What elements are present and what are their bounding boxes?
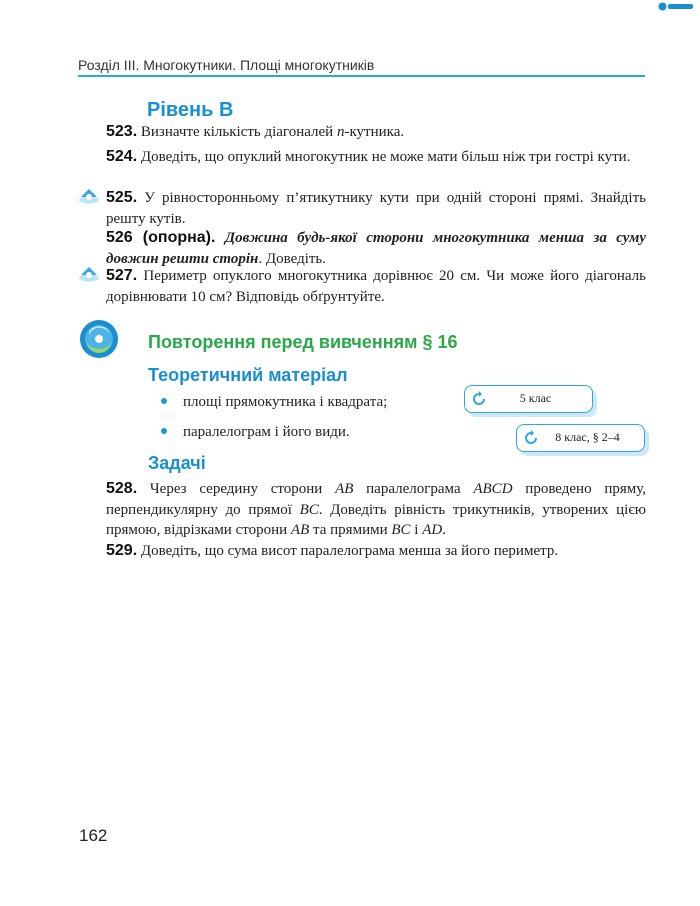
problem-number: 528.	[106, 480, 138, 497]
problem-text: Визначте кількість діагоналей	[140, 124, 337, 140]
tasks-title: Задачі	[148, 453, 206, 473]
bullet-text: паралелограм і його види.	[183, 424, 350, 440]
problem-variable: ABCD	[473, 481, 513, 497]
problem-text: -кутника.	[344, 124, 405, 140]
page-number: 162	[79, 826, 108, 845]
problem-524	[106, 147, 646, 168]
level-title: Рівень В	[147, 99, 234, 121]
problem-variable: AD	[422, 522, 443, 538]
repetition-title: Повторення перед вивченням § 16	[148, 332, 458, 352]
problem-526	[106, 228, 646, 269]
problem-525	[106, 188, 646, 229]
problem-number: 525.	[106, 189, 138, 206]
reference-box-grade8	[516, 424, 645, 452]
problem-statement-emphasis: Довжина будь-якої сторони многокутника менша за суму довжин решти сторін	[106, 230, 647, 267]
theory-title: Теоретичний матеріал	[148, 365, 348, 385]
problem-text: .	[442, 522, 446, 538]
star-marker-icon	[78, 188, 100, 204]
star-marker-icon	[78, 266, 100, 282]
problem-529	[106, 541, 646, 562]
problem-text: і	[410, 522, 423, 538]
problem-text: проведено пряму, перпендикулярну до прямої	[106, 481, 647, 518]
problem-number: 524.	[106, 148, 138, 165]
problem-text: . Доведіть рівність трикутників, утворених цією прямою, відрізками сторони	[106, 501, 646, 538]
problem-text: Доведіть, що сума висот паралелограма менша за його периметр.	[140, 543, 559, 559]
problem-text: Через середину сторони	[149, 481, 336, 497]
problem-variable: BC	[391, 522, 411, 538]
bullet-dot	[161, 398, 167, 404]
reference-box-grade5	[464, 385, 593, 413]
repetition-swirl-icon	[79, 319, 119, 359]
problem-number: 523.	[106, 123, 138, 140]
bullet-item	[161, 424, 350, 441]
problem-text: . Доведіть.	[258, 250, 327, 267]
reference-label: 8 клас, § 2–4	[555, 430, 620, 444]
problem-number: 527.	[106, 267, 138, 284]
problem-text: Периметр опуклого многокутника дорівнює 20 см. Чи може його діагональ дорівнювати 10 см? Відповідь обґрунтуйте.	[106, 268, 646, 305]
problem-text: та прямими	[309, 522, 392, 538]
bullet-text: площі прямокутника і квадрата;	[183, 394, 388, 410]
header-rule	[78, 75, 645, 77]
problem-variable: AB	[290, 522, 310, 538]
problem-number: 529.	[106, 542, 138, 559]
problem-527	[106, 266, 646, 307]
problem-text: Доведіть, що опуклий многокутник не може мати більш ніж три гострі кути.	[140, 149, 631, 165]
problem-523	[106, 122, 646, 143]
problem-528	[106, 479, 646, 541]
problem-text: паралелограма	[353, 481, 474, 497]
running-title: Розділ III. Многокутники. Площі многокутників	[78, 57, 375, 73]
problem-text: У рівносторонньому п’ятикутнику кути при одній стороні прямі. Знайдіть решту кутів.	[106, 190, 646, 227]
publisher-logo-icon	[658, 2, 694, 11]
bullet-item	[161, 394, 387, 411]
problem-variable: n	[336, 124, 345, 140]
problem-variable: BC	[299, 501, 319, 518]
bullet-dot	[161, 428, 167, 434]
problem-number: 526 (опорна).	[106, 229, 216, 246]
problem-variable: AB	[335, 481, 354, 497]
reference-label: 5 клас	[519, 391, 552, 405]
